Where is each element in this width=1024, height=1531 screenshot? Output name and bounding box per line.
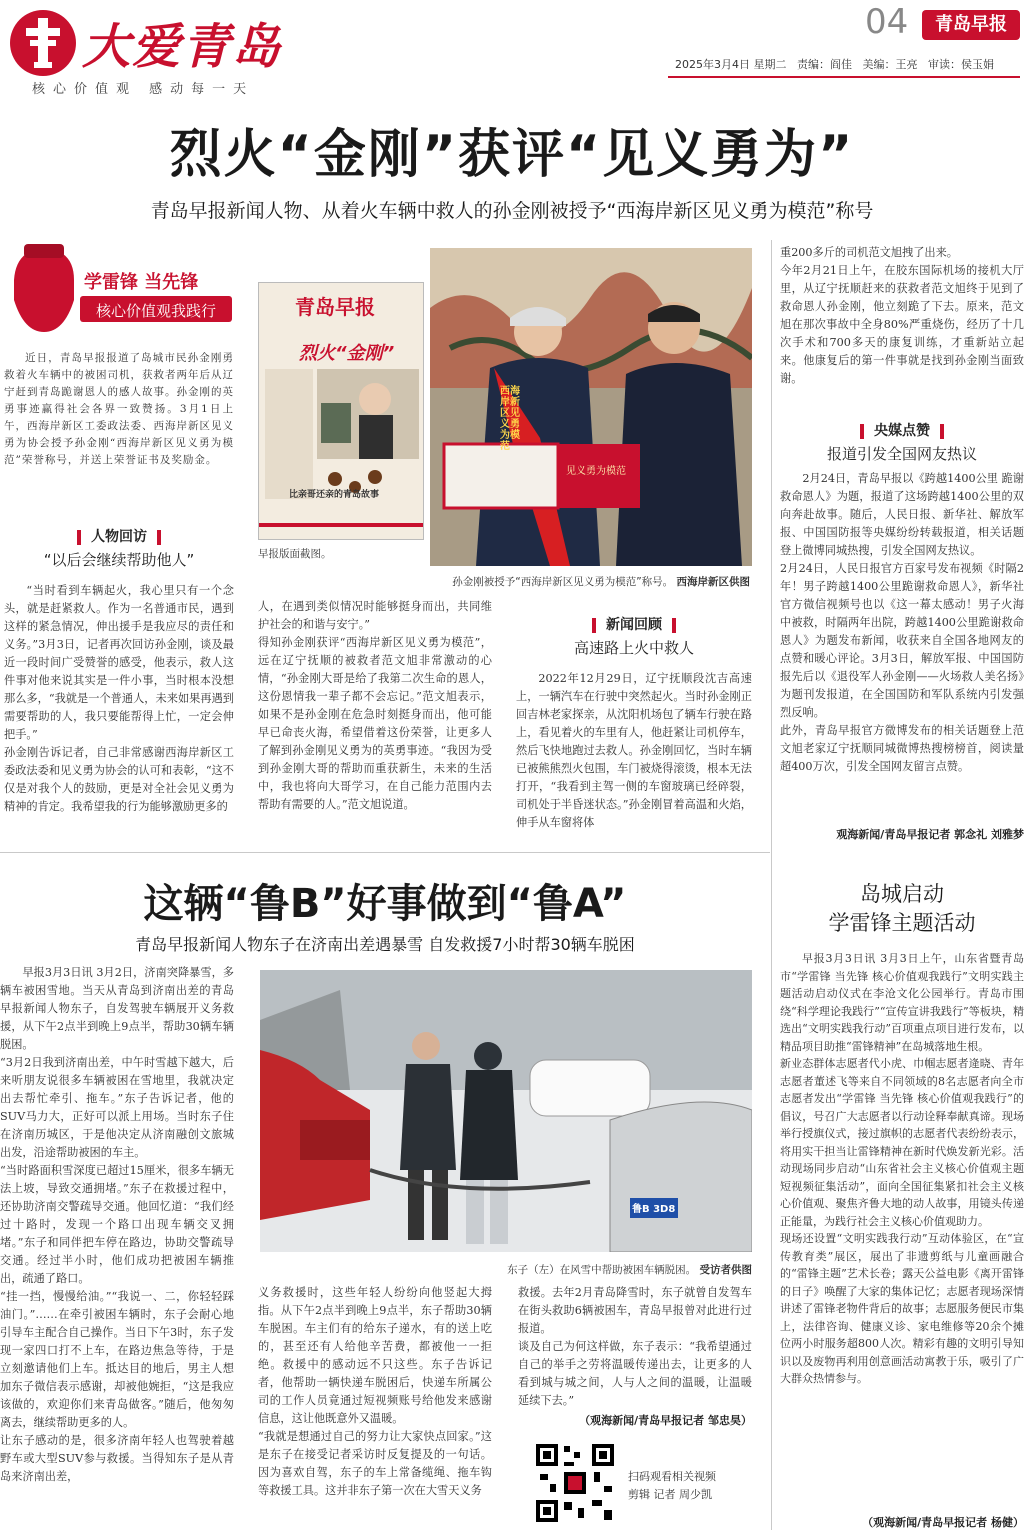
snow-rescue-scene [260, 970, 752, 1252]
story1-column-1 [4, 582, 234, 846]
leifeng-badge [4, 240, 236, 340]
qr-code-icon[interactable] [534, 1442, 616, 1524]
story2-column-2 [258, 1284, 492, 1530]
story3-body-text: 早报3月3日讯 3月3日上午，山东省暨青岛市“学雷锋 当先锋 核心价值观我践行”文明实践主题活动启动仪式在李沧文化公园举行。青岛市围绕“科学理论我践行”“宣传宣讲我践行”等板块，精选出“文明实践我行动”百项重点项目进行发布，以精品项目助推“雷锋精神”在岛城落地生根。 新业态群体志愿者代小虎、巾帼志愿者逄晓、青年志愿者董述飞等来自不同领域的8名志愿者向全市志愿者发出“学雷锋 当先锋 核心价值观我践行”的倡议，号召广大志愿者以行动诠释奉献真谛。现场举行授旗仪式，接过旗帜的志愿者代表纷纷表示，将用实干担当让雷锋精神在新时代焕发新光彩。活动现场同步启动“山东省社会主义核心价值观主题短视频征集活动”，面向全国征集紧扣社会主义核心价值观、聚焦齐鲁大地的动人故事，用镜头传递正能量，为践行社会主义核心价值观助力。 现场还设置“文明实践我行动”互动体验区，在“宣传教育类”展区，展出了非遗剪纸与儿童画融合的“雷锋主题”艺术长卷；露天公益电影《离开雷锋的日子》唤醒了大家的集体记忆；志愿者现场深情讲述了雷锋老物件背后的故事；志愿服务便民市集上，法律咨询、健康义诊、家电维修等20余个摊位两小时服务超800人次。精彩有趣的文明引导知识以及废物再利用创意画活动寓教于乐，吸引了广大群众热情参与。 [780, 952, 1024, 1385]
story2-column-3-text: 救援。去年2月青岛降雪时，东子就曾自发驾车在街头救助6辆被困车，青岛早报曾对此进行过报道。 谈及自己为何这样做，东子表示：“我希望通过自己的举手之劳将温暖传递出去，让更多的人看到城与城之间，人与人之间的温暖，让温暖延续下去。” [518, 1286, 752, 1407]
award-caption-text: 孙金刚被授予“西海岸新区见义勇为模范”称号。 [452, 576, 674, 588]
story1-column-2-text: 人，在遇到类似情况时能够挺身而出，共同维护社会的和谐与安宁。” 得知孙金刚获评“西海岸新区见义勇为模范”，远在辽宁抚顺的被救者范文旭非常激动的心情，“孙金刚大哥是给了我第二次生命的恩人，这份恩情我一辈子都不会忘记。”范文旭表示，如果不是孙金刚在危急时刻挺身而出，他可能早已命丧火海，希望借着这份荣誉，让更多人了解到孙金刚见义勇为的英勇事迹。“我因为受到孙金刚大哥的帮助而重获新生，未来的生活中，我也将向大哥学习，在自己能力范围内去帮助有需要的人。”范文旭说道。 [258, 600, 492, 811]
thumb-footer-rule [259, 523, 424, 527]
license-plate: 鲁B 3D8 [632, 1204, 676, 1215]
publish-date: 2025年3月4日 星期二 [675, 58, 787, 71]
snow-caption-credit: 受访者供图 [699, 1264, 752, 1276]
banner-text: 西海岸新区见义勇为模范 [500, 386, 520, 452]
page-number: 04 [865, 2, 909, 42]
lighthouse-logo-icon [8, 8, 78, 78]
section-title: 大爱青岛 [82, 19, 283, 75]
story1-section-review [516, 614, 752, 658]
proofreader-credit: 审读：侯玉娟 [928, 58, 994, 71]
story1-column-1-text: “当时看到车辆起火，我心里只有一个念头，就是赶紧救人。作为一名普通市民，遇到这样的紧急情况，伸出援手是我应尽的责任和义务。”3月3日，记者再次回访孙金刚，谈及最近一段时间广受赞誉的感受，他表示，救人这件事对他来说其实是一件小事，当时根本没想那么多，“我就是一个普通人，未来如果再遇到需要帮助的人，我只要能帮得上忙，一定会伸把手。” 孙金刚告诉记者，自己非常感谢西海岸新区工委政法委和见义勇为协会的认可和表彰，“这不仅是对我个人的鼓励，更是对全社会见义勇为精神的肯定。我希望我的行为能够激励更多的 [4, 584, 234, 813]
thumb-logo: 青岛早报 [295, 295, 375, 319]
dateline [675, 56, 994, 72]
story1-column-4-bottom [780, 470, 1024, 822]
front-page-caption: 早报版面截图。 [258, 548, 332, 560]
snow-rescue-photo [260, 970, 752, 1252]
story3-headline-line1: 岛城启动 [860, 882, 944, 906]
award-photo-caption [370, 574, 750, 589]
story1-column-3-text: 2022年12月29日，辽宁抚顺段沈吉高速上，一辆汽车在行驶中突然起火。当时孙金刚正回吉林老家探亲，从沈阳机场包了辆车行驶在路上，看见着火的车里有人，他赶紧让司机停车，然后飞快地跑过去救人。孙金刚回忆，当时车辆已被熊熊烈火包围，车门被烧得滚烫，根本无法打开，“我看到主驾一侧的车窗玻璃已经碎裂，司机处于半昏迷状态。”孙金刚冒着高温和火焰，伸手从车窗将体 [516, 672, 752, 829]
story1-intro [4, 350, 234, 512]
story2-column-1-text: 早报3月3日讯 3月2日，济南突降暴雪，多辆车被困雪地。当天从青岛到济南出差的青岛早报新闻人物东子，自发驾驶车辆展开义务救援，从下午2点半到晚上9点半，帮助30辆车辆脱困。 “3月2日我到济南出差，中午时雪越下越大，后来听朋友说很多车辆被困在雪地里，我就决定出去帮忙牵引、拖车。”东子告诉记者，他的SUV马力大，正好可以派上用场。当时东子住在济南历城区，于是他决定从济南融创文旅城出发，沿途帮助被困的车主。 “当时路面积雪深度已超过15厘米，很多车辆无法上坡，导致交通拥堵。”东子在救援过程中，还协助济南交警疏导交通。他回忆道：“我们经过十路时，发现一个路口出现车辆交叉拥堵。”东子和同伴把车停在路边，协助交警疏导交通。经过半小时，他们成功把被困车辆推出，疏通了路口。 “挂一挡，慢慢给油。”“我说一、二，你轻轻踩油门。”……在牵引被困车辆时，东子会耐心地引导车主配合自己操作。当日下午3时，东子发现一家四口打不上车，在路边焦急等待，于是立刻邀请他们上车。抵达目的地后，男主人想加东子微信表示感谢，却被他婉拒，“这是我应该做的，欢迎你们来青岛做客。”随后，他匆匆离去，继续帮助更多的人。 让东子感动的是，很多济南年轻人也驾驶着越野车或大型SUV参与救援。当得知东子是从青岛来济南出差， [0, 966, 234, 1483]
story3-byline: （观海新闻/青岛早报记者 杨健） [862, 1516, 1024, 1529]
slogan: 核心价值观 感动每一天 [32, 82, 255, 97]
award-caption-credit: 西海岸新区供图 [676, 576, 750, 588]
thumb-headline: 烈火“金刚” [299, 343, 395, 364]
story2-headline: 这辆“鲁B”好事做到“鲁A” [143, 881, 627, 927]
section-subtitle: 高速路上火中救人 [573, 639, 694, 657]
certificate-text: 见义勇为模范 [566, 466, 626, 477]
story2-column-2-text: 义务救援时，这些年轻人纷纷向他竖起大拇指。从下午2点半到晚上9点半，东子帮助30辆车脱困。车主们有的给东子递水，有的送上吃的，甚至还有人给他辛苦费，都被他一一拒绝。救援中的感动远不只这些。东子告诉记者，他帮助一辆快递车脱困后，快递车所属公司的工作人员竟通过短视频账号给他发来感谢信息，这让他既意外又温暖。 “我就是想通过自己的努力让大家快点回家。”这是东子在接受记者采访时反复提及的一句话。因为喜欢自驾，东子的车上常备缆绳、拖车钩等救援工具。这并非东子第一次在大雪天义务 [258, 1286, 492, 1497]
front-page-thumbnail [258, 282, 424, 540]
story2-subhead: 青岛早报新闻人物东子在济南出差遇暴雪 自发救援7小时帮30辆车脱困 [135, 935, 635, 954]
editor-credit: 责编：阎佳 [797, 58, 852, 71]
award-photo-scene [430, 248, 752, 566]
badge-main-text: 学雷锋 当先锋 [84, 272, 199, 293]
story1-section-media [780, 420, 1024, 464]
story1-column-3 [516, 670, 752, 846]
masthead [0, 0, 1024, 100]
divider-vertical [771, 240, 772, 1530]
story1-intro-text: 近日，青岛早报报道了岛城市民孙金刚勇救着火车辆中的被困司机，获救者两年后从辽宁赶到青岛跪谢恩人的感人故事。孙金刚的英勇事迹赢得社会各界一致赞扬。3月1日上午，西海岸新区工委政法委、西海岸新区见义勇为协会授予孙金刚“西海岸新区见义勇为模范”荣誉称号，并送上荣誉证书及奖励金。 [4, 352, 234, 466]
story1-column-4-bottom-text: 2月24日，青岛早报以《跨越1400公里 跪谢救命恩人》为题，报道了这场跨越1400公里的双向奔赴故事。随后，人民日报、新华社、解放军报、中国国防报等央媒纷纷转载报道，相关话题登上微博同城热搜，引发全国网友热议。 2月24日，人民日报官方百家号发布视频《时隔2年！男子跨越1400公里跪谢救命恩人》，新华社官方微信视频号也以《这一幕太感动！男子火海中被救，时隔两年出院，跨越1400公里跪谢救命恩人》为题发布新闻，收获来自全国各地网友的点赞和暖心评论。3月3日，解放军报、中国国防报先后以《退役军人孙金刚——火场救人美名扬》为题刊发报道，在全国国防和军队系统内引发强烈反响。 此外，青岛早报官方微博发布的相关话题登上范文旭老家辽宁抚顺同城微博热搜榜榜首，阅读量超400万次，引发全国网友留言点赞。 [780, 472, 1024, 773]
story2-byline: （观海新闻/青岛早报记者 邹忠昊） [579, 1414, 752, 1427]
qr-credit: 剪辑 记者 周少凯 [628, 1488, 712, 1501]
story2-column-3 [518, 1284, 752, 1410]
story1-column-2 [258, 598, 492, 846]
section-subtitle: 报道引发全国网友热议 [826, 445, 977, 463]
paper-logo-text: 青岛早报 [935, 14, 1007, 35]
masthead-rule [668, 76, 1020, 78]
designer-credit: 美编：王亮 [862, 58, 918, 71]
award-photo [430, 248, 752, 566]
story1-headline: 烈火“金刚”获评“见义勇为” [169, 125, 855, 185]
thumb-footer: 比亲哥还亲的青岛故事 [289, 490, 380, 500]
story2-column-1 [0, 964, 234, 1530]
badge-sub-text: 核心价值观我践行 [95, 302, 216, 320]
qr-text: 扫码观看相关视频 [628, 1470, 716, 1483]
leifeng-portrait-icon [4, 240, 84, 336]
story3-body [780, 950, 1024, 1512]
section-tag: 央媒点赞 [860, 424, 944, 439]
section-subtitle: “以后会继续帮助他人” [43, 551, 195, 569]
story1-column-4-top-text: 重200多斤的司机范文旭拽了出来。 今年2月21日上午，在胶东国际机场的接机大厅里，从辽宁抚顺赶来的获救者范文旭终于见到了救命恩人孙金刚，他立刻跪了下去。原来，范文旭在那次事故中全身80%严重烧伤，经历了十几次手术和700多天的康复训练，才重新站立起来。他康复后的第一件事就是找到孙金刚当面致谢。 [780, 246, 1024, 385]
story3-headline [780, 880, 1024, 938]
story1-section-interview [4, 526, 234, 570]
snow-photo-caption [300, 1262, 752, 1277]
story1-subhead: 青岛早报新闻人物、从着火车辆中救人的孙金刚被授予“西海岸新区见义勇为模范”称号 [150, 200, 874, 222]
thumb-photos-icon [265, 369, 419, 499]
section-tag: 人物回访 [77, 530, 161, 545]
qr-caption [628, 1468, 716, 1504]
story3-headline-line2: 学雷锋主题活动 [828, 911, 976, 935]
section-tag: 新闻回顾 [592, 618, 676, 633]
divider-horizontal [0, 852, 770, 853]
story1-column-4-top [780, 244, 1024, 410]
badge-sub-box [80, 296, 232, 322]
snow-caption-text: 东子（左）在风雪中帮助被困车辆脱困。 [507, 1264, 697, 1276]
story1-byline: 观海新闻/青岛早报记者 郭念礼 刘雅梦 [836, 828, 1024, 841]
paper-logo [922, 10, 1020, 40]
